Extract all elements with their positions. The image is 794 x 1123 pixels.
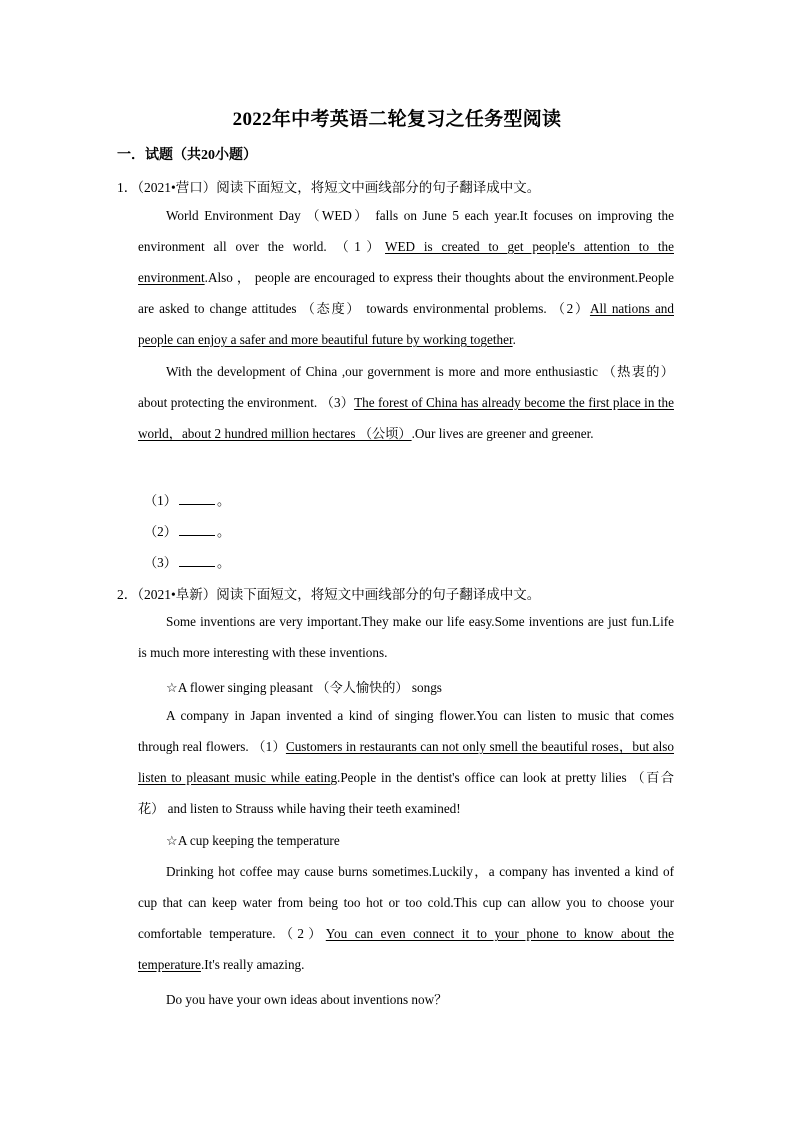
question-2-header: 2．（2021•阜新）阅读下面短文，将短文中画线部分的句子翻译成中文。 — [117, 587, 541, 602]
q2-paragraph-1: Some inventions are very important.They make our life easy.Some inventions are just fun.Life is much more interesting with these inventions. — [138, 614, 674, 660]
q2-paragraph-2 — [138, 700, 674, 824]
answer-number: （3） — [144, 555, 177, 570]
answer-number: （2） — [144, 524, 177, 539]
q2-paragraph-4: Do you have your own ideas about inventions now？ — [166, 992, 448, 1007]
q1-paragraph-2 — [138, 356, 674, 449]
q1-underlined-sentence-1: WED is created to get people's attention to the environment — [138, 239, 674, 285]
q2-underlined-sentence-1: Customers in restaurants can not only smell the beautiful roses，but also listen to pleasant music while eating — [138, 739, 675, 785]
q1-underlined-sentence-2: All nations and people can enjoy a safer and more beautiful future by working together — [138, 301, 674, 347]
section-heading: 一．试题（共20小题） — [117, 148, 257, 163]
q2-p2-text-2: .People in the dentist's office can look at pretty lilies （百合花） and listen to Strauss while having their teeth examined! — [138, 770, 674, 816]
q1-paragraph-1 — [138, 200, 674, 355]
answer-number: （1） — [144, 493, 177, 508]
q1-p1-text-3: . — [512, 332, 516, 347]
q2-underlined-sentence-2: You can even connect it to your phone to know about the temperature — [138, 926, 674, 972]
q2-p3-text-1: Drinking hot coffee may cause burns sometimes.Luckily，a company has invented a kind of cup that can keep water from being too hot or too cold.This cup can allow you to choose your comfortable temperature.（2） — [138, 864, 674, 941]
q2-p3-text-2: .It's really amazing. — [200, 957, 305, 972]
q2-subheading-1: ☆A flower singing pleasant （令人愉快的） songs — [166, 680, 442, 695]
q1-p1-text-2: .Also ， people are encouraged to express their thoughts about the environment.People are asked to change attitudes （态度） towards environmental problems. （2） — [138, 270, 674, 316]
q2-paragraph-3 — [138, 856, 674, 980]
q1-p1-text-1: World Environment Day （WED） falls on June 5 each year.It focuses on improving the environment all over the world. （1） — [138, 208, 674, 254]
q2-p2-text-1: A company in Japan invented a kind of singing flower.You can listen to music that comes through real flowers. （1） — [138, 708, 674, 754]
answer-end-mark: 。 — [216, 524, 231, 539]
answer-blank[interactable] — [179, 523, 215, 536]
question-1-header: 1．（2021•营口）阅读下面短文，将短文中画线部分的句子翻译成中文。 — [117, 180, 541, 195]
answer-blank[interactable] — [179, 554, 215, 567]
q1-answer-line-2 — [144, 521, 230, 540]
q1-p2-text-1: With the development of China ,our government is more and more enthusiastic （热衷的） about protecting the environment. （3） — [138, 364, 674, 410]
q1-answer-line-3 — [144, 552, 230, 571]
answer-end-mark: 。 — [216, 555, 231, 570]
answer-blank[interactable] — [179, 492, 215, 505]
q1-underlined-sentence-3: The forest of China has already become the first place in the world，about 2 hundred million hectares （公顷） — [138, 395, 674, 441]
q2-subheading-2: ☆A cup keeping the temperature — [166, 833, 340, 848]
q1-answer-line-1 — [144, 490, 230, 509]
q1-p2-text-2: .Our lives are greener and greener. — [411, 426, 594, 441]
answer-end-mark: 。 — [216, 493, 231, 508]
page-title: 2022年中考英语二轮复习之任务型阅读 — [232, 109, 562, 130]
